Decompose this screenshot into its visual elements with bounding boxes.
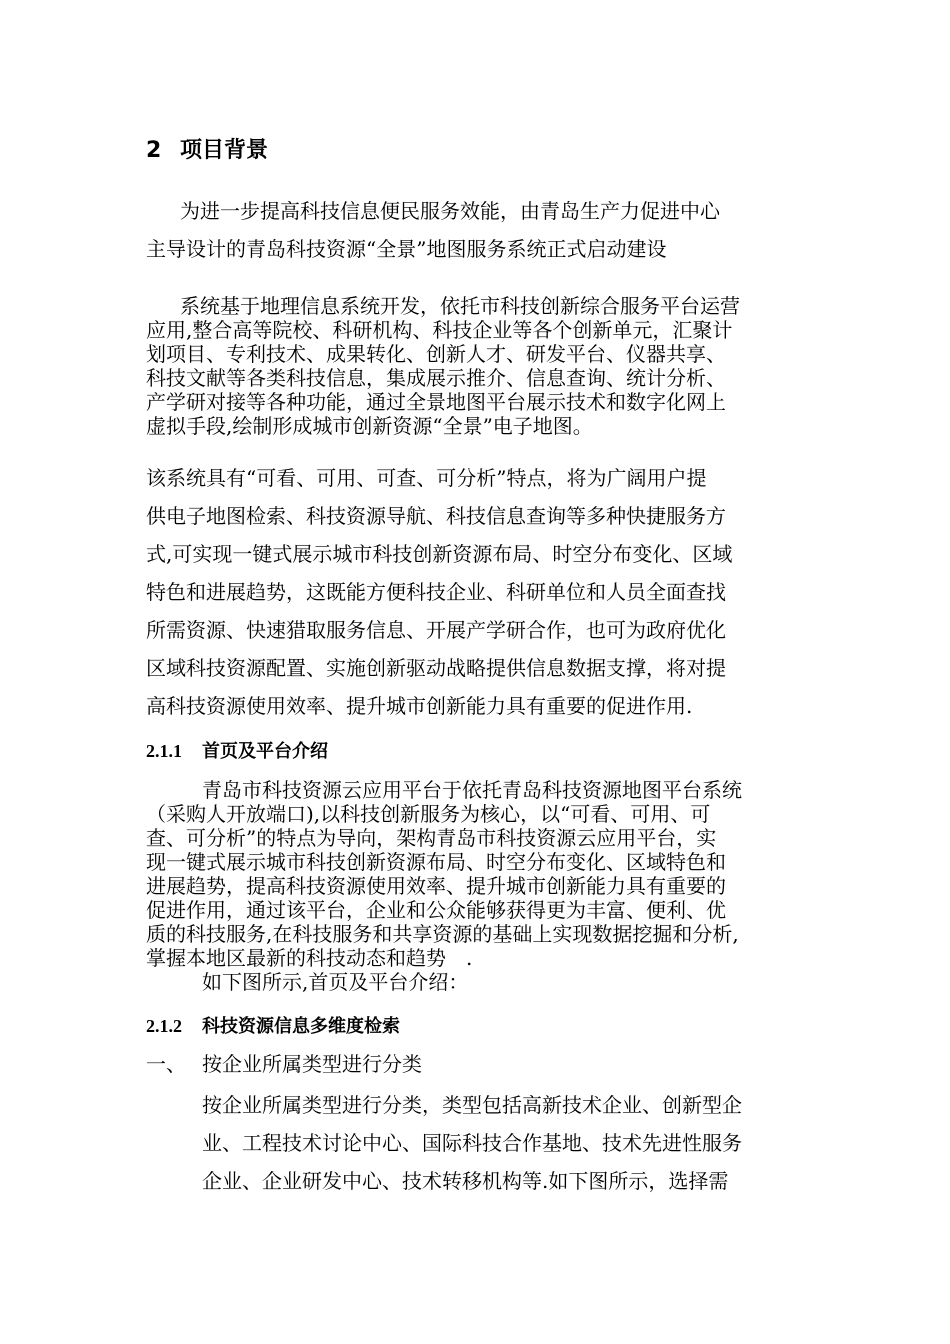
- text-line: 虚拟手段,绘制形成城市创新资源“全景”电子地图。: [146, 414, 593, 438]
- text-line: 质的科技服务,在科技服务和共享资源的基础上实现数据挖掘和分析,: [146, 922, 739, 946]
- features-paragraph: [146, 459, 732, 725]
- subsection-title: 首页及平台介绍: [202, 741, 328, 762]
- section-number: 2: [146, 138, 162, 163]
- list-item-body: [202, 1086, 742, 1200]
- section-heading: [146, 136, 268, 166]
- text-line: 按企业所属类型进行分类，类型包括高新技术企业、创新型企: [202, 1093, 742, 1117]
- subsection-heading-211: [146, 738, 328, 765]
- list-item-title: 按企业所属类型进行分类: [202, 1052, 422, 1076]
- text-line: 主导设计的青岛科技资源“全景”地图服务系统正式启动建设: [146, 237, 667, 261]
- text-line: 查、可分析”的特点为导向，架构青岛市科技资源云应用平台，实: [146, 826, 717, 850]
- text-line: 高科技资源使用效率、提升城市创新能力具有重要的促进作用.: [146, 694, 693, 718]
- text-line: 特色和进展趋势，这既能方便科技企业、科研单位和人员全面查找: [146, 580, 726, 604]
- text-line: 式,可实现一键式展示城市科技创新资源布局、时空分布变化、区域: [146, 542, 733, 566]
- text-line: 业、工程技术讨论中心、国际科技合作基地、技术先进性服务: [202, 1131, 742, 1155]
- text-line: 应用,整合高等院校、科研机构、科技企业等各个创新单元，汇聚计: [146, 318, 733, 342]
- subsection-title: 科技资源信息多维度检索: [202, 1016, 400, 1037]
- text-line: 产学研对接等各种功能，通过全景地图平台展示技术和数字化网上: [146, 390, 726, 414]
- subsection-number: 2.1.1: [146, 741, 182, 761]
- figure-caption: 如下图所示,首页及平台介绍：: [202, 970, 469, 994]
- text-line: 青岛市科技资源云应用平台于依托青岛科技资源地图平台系统: [202, 778, 742, 802]
- text-line: 该系统具有“可看、可用、可查、可分析”特点，将为广阔用户提: [146, 466, 707, 490]
- text-line: 划项目、专利技术、成果转化、创新人才、研发平台、仪器共享、: [146, 342, 726, 366]
- subsection-number: 2.1.2: [146, 1016, 182, 1036]
- list-marker: 一、: [146, 1052, 186, 1076]
- platform-paragraph: [146, 778, 742, 994]
- text-line: 科技文献等各类科技信息，集成展示推介、信息查询、统计分析、: [146, 366, 726, 390]
- text-line: 促进作用，通过该平台，企业和公众能够获得更为丰富、便利、优: [146, 898, 726, 922]
- subsection-heading-212: [146, 1013, 400, 1040]
- text-line: 企业、企业研发中心、技术转移机构等.如下图所示，选择需: [202, 1169, 729, 1193]
- text-line: 进展趋势，提高科技资源使用效率、提升城市创新能力具有重要的: [146, 874, 726, 898]
- text-line: 现一键式展示城市科技创新资源布局、时空分布变化、区域特色和: [146, 850, 726, 874]
- text-line: 掌握本地区最新的科技动态和趋势 .: [146, 946, 473, 970]
- text-line: （采购人开放端口),以科技创新服务为核心，以“可看、可用、可: [146, 802, 711, 826]
- text-line: 所需资源、快速猎取服务信息、开展产学研合作，也可为政府优化: [146, 618, 726, 642]
- system-paragraph: [146, 294, 740, 438]
- text-line: 为进一步提高科技信息便民服务效能，由青岛生产力促进中心: [180, 199, 720, 223]
- text-line: 区域科技资源配置、实施创新驱动战略提供信息数据支撑，将对提: [146, 656, 726, 680]
- section-title: 项目背景: [180, 138, 269, 163]
- text-line: 供电子地图检索、科技资源导航、科技信息查询等多种快捷服务方: [146, 504, 726, 528]
- text-line: 系统基于地理信息系统开发，依托市科技创新综合服务平台运营: [180, 294, 740, 318]
- intro-paragraph: [146, 192, 720, 268]
